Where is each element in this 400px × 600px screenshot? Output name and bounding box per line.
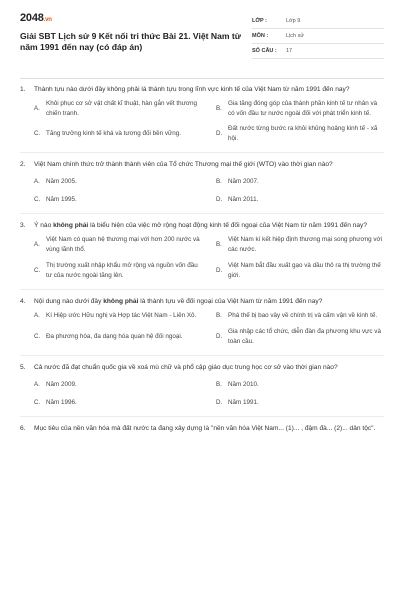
question-header (20, 297, 384, 307)
question-text-part: Việt Nam chính thức trở thành thành viên của Tổ chức Thương mại thế giới (WTO) vào thời gian nào? (34, 161, 333, 168)
meta-row-subject (252, 29, 384, 44)
question-separator (20, 355, 384, 356)
question-1 (20, 85, 384, 144)
answer-letter: D. (216, 399, 223, 406)
answer-text: Phá thế bị bao vây về chính trị và cấm vận về kinh tế. (228, 312, 378, 319)
answer-text: Tăng trưởng kinh tế khá và tương đối bền vững. (46, 130, 182, 137)
question-text-part: là thành tựu về đối ngoại của Việt Nam từ năm 1991 đến nay? (138, 298, 323, 305)
answer-letter: B. (216, 241, 222, 248)
answer-option[interactable] (216, 99, 384, 119)
answer-letter: D. (216, 130, 223, 137)
answer-letter: C. (34, 399, 41, 406)
document-header (20, 12, 384, 68)
answer-option[interactable] (34, 311, 202, 321)
answer-option[interactable] (216, 195, 384, 205)
question-number: 2. (20, 161, 26, 168)
answer-letter: D. (216, 333, 223, 340)
answer-text: Năm 1995. (46, 196, 77, 203)
question-5 (20, 363, 384, 408)
question-header (20, 221, 384, 231)
meta-value: Lớp 9 (286, 18, 301, 24)
answer-text: Năm 2010. (228, 381, 259, 388)
answer-option[interactable] (34, 327, 202, 347)
question-6 (20, 424, 384, 434)
answer-letter: C. (34, 130, 41, 137)
answer-letter: B. (216, 312, 222, 319)
answer-letter: C. (34, 333, 41, 340)
logo-suffix: .vn (43, 17, 52, 23)
answer-text: Khôi phục cơ sở vật chất kĩ thuật, hàn gắn vết thương chiến tranh. (46, 100, 198, 117)
answer-grid (20, 380, 384, 408)
answer-text: Gia nhập các tổ chức, diễn đàn đa phương khu vực và toàn cầu. (228, 328, 381, 345)
question-emphasis: không phải (103, 298, 139, 305)
answer-text: Việt Nam kí kết hiệp định thương mại song phương với các nước. (228, 236, 383, 253)
answer-option[interactable] (216, 398, 384, 408)
question-text (34, 160, 384, 170)
answer-option[interactable] (34, 99, 202, 119)
answer-letter: A. (34, 105, 40, 112)
meta-value: Lịch sử (286, 33, 305, 39)
question-header (20, 160, 384, 170)
question-4 (20, 297, 384, 347)
answer-grid (20, 177, 384, 205)
answer-option[interactable] (216, 235, 384, 255)
question-number: 4. (20, 298, 26, 305)
question-text (34, 297, 384, 307)
question-3 (20, 221, 384, 281)
answer-text: Đa phương hóa, đa dạng hóa quan hệ đối ngoại. (46, 333, 183, 340)
question-text-part: Mục tiêu của nền văn hóa mà đất nước ta đang xây dựng là "nền văn hóa Việt Nam... (1)... , đậm đà... (2)... dân tộc". (34, 425, 376, 432)
answer-grid (20, 99, 384, 144)
answer-text: Đất nước từng bước ra khỏi khủng hoảng kinh tế - xã hội. (228, 125, 378, 142)
question-header (20, 363, 384, 373)
answer-letter: A. (34, 381, 40, 388)
answer-letter: D. (216, 196, 223, 203)
question-separator (20, 416, 384, 417)
answer-option[interactable] (216, 177, 384, 187)
question-emphasis: không phải (53, 222, 89, 229)
answer-text: Năm 2009. (46, 381, 77, 388)
question-text-part: Cả nước đã đạt chuẩn quốc gia về xoá mù chữ và phổ cập giáo dục trung học cơ sở vào thời gian nào? (34, 364, 338, 371)
answer-letter: B. (216, 178, 222, 185)
meta-table (252, 14, 384, 59)
document-title: Giải SBT Lịch sử 9 Kết nối tri thức Bài 21. Việt Nam từ năm 1991 đến nay (có đáp án) (20, 31, 241, 52)
answer-option[interactable] (216, 124, 384, 144)
answer-text: Việt Nam có quan hệ thương mại với hơn 200 nước và vùng lãnh thổ. (46, 236, 200, 253)
answer-letter: A. (34, 241, 40, 248)
answer-letter: B. (216, 381, 222, 388)
answer-option[interactable] (34, 398, 202, 408)
question-text (34, 363, 384, 373)
answer-option[interactable] (34, 124, 202, 144)
answer-text: Thị trường xuất nhập khẩu mở rộng và nguồn vốn đầu tư của nước ngoài tăng lên. (46, 262, 198, 279)
answer-option[interactable] (216, 380, 384, 390)
question-text (34, 85, 384, 95)
answer-option[interactable] (216, 311, 384, 321)
meta-key: SỐ CÂU : (252, 48, 277, 54)
answer-text: Gia tăng đóng góp của thành phần kinh tế tư nhân và có vốn đầu tư nước ngoài đối với phát triển kinh tế. (228, 100, 378, 117)
logo-main: 2048 (20, 12, 44, 24)
question-text-part: là biểu hiện của việc mở rộng hoạt động kinh tế đối ngoại của Việt Nam từ năm 1991 đến nay? (88, 222, 368, 229)
answer-letter: A. (34, 178, 40, 185)
question-header (20, 424, 384, 434)
meta-row-class (252, 14, 384, 29)
question-text-part: Thành tựu nào dưới đây không phải là thành tựu trong lĩnh vực kinh tế của Việt Nam từ năm 1991 đến nay? (34, 86, 350, 93)
question-number: 5. (20, 364, 26, 371)
answer-option[interactable] (34, 177, 202, 187)
question-2 (20, 160, 384, 205)
answer-letter: A. (34, 312, 40, 319)
answer-grid (20, 235, 384, 281)
answer-letter: B. (216, 105, 222, 112)
answer-option[interactable] (34, 235, 202, 255)
answer-option[interactable] (34, 261, 202, 281)
answer-text: Năm 1991. (228, 399, 259, 406)
answer-option[interactable] (34, 195, 202, 205)
answer-letter: D. (216, 267, 223, 274)
answer-grid (20, 311, 384, 347)
site-logo[interactable] (20, 12, 248, 27)
meta-key: MÔN : (252, 33, 269, 39)
question-separator (20, 289, 384, 290)
question-text (34, 424, 384, 434)
header-divider (20, 78, 384, 79)
meta-key: LỚP : (252, 18, 267, 24)
answer-text: Năm 1996. (46, 399, 77, 406)
answer-option[interactable] (216, 261, 384, 281)
meta-row-count (252, 44, 384, 59)
answer-text: Việt Nam bắt đầu xuất gạo và dầu thô ra thị trường thế giới. (228, 262, 381, 279)
answer-text: Năm 2011. (228, 196, 259, 203)
answer-text: Kí Hiệp ước Hữu nghị và Hợp tác Việt Nam - Liên Xô. (46, 312, 197, 319)
meta-value: 17 (286, 48, 293, 54)
question-separator (20, 152, 384, 153)
answer-letter: C. (34, 196, 41, 203)
header-left (20, 12, 248, 53)
answer-text: Năm 2007. (228, 178, 259, 185)
answer-text: Năm 2005. (46, 178, 77, 185)
question-text-part: Nội dung nào dưới đây (34, 298, 104, 305)
question-number: 1. (20, 86, 26, 93)
question-separator (20, 213, 384, 214)
question-number: 6. (20, 425, 26, 432)
question-text (34, 221, 384, 231)
answer-letter: C. (34, 267, 41, 274)
answer-option[interactable] (216, 327, 384, 347)
question-number: 3. (20, 222, 26, 229)
question-text-part: Ý nào (34, 222, 54, 229)
answer-option[interactable] (34, 380, 202, 390)
question-header (20, 85, 384, 95)
